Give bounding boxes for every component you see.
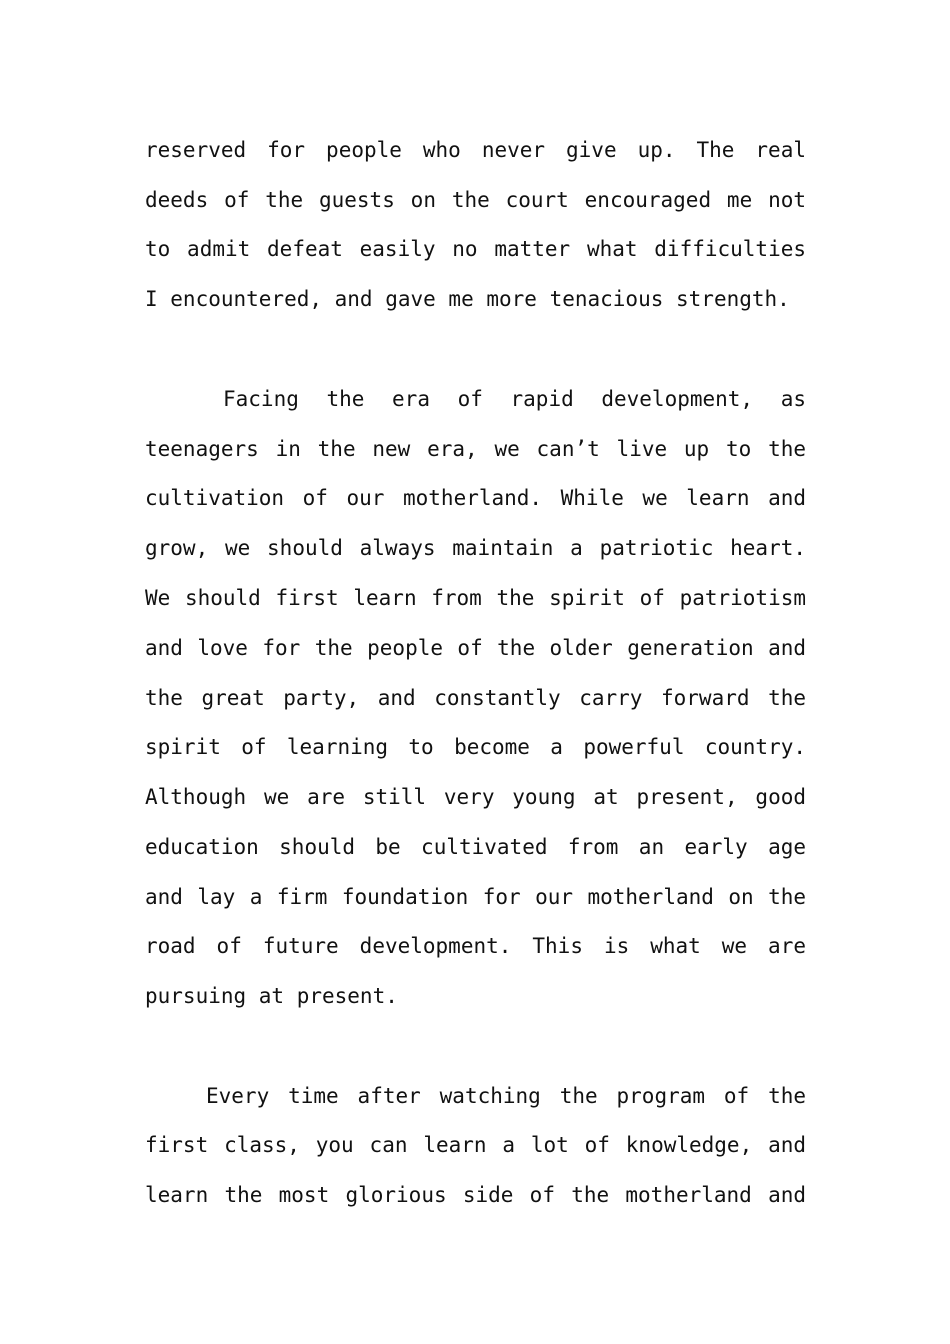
paragraph-line: the great party, and constantly carry forward the: [145, 686, 806, 710]
paragraph-line: We should first learn from the spirit of patriotism: [145, 586, 806, 610]
paragraph-line: road of future development. This is what we are: [145, 934, 806, 958]
paragraph-line: spirit of learning to become a powerful country.: [145, 735, 806, 759]
paragraph-line: teenagers in the new era, we can’t live up to the: [145, 437, 806, 461]
paragraph-line: Every time after watching the program of the: [206, 1084, 806, 1108]
paragraph-line: reserved for people who never give up. The real: [145, 138, 806, 162]
paragraph-line: learn the most glorious side of the motherland and: [145, 1183, 806, 1207]
paragraph-line: to admit defeat easily no matter what difficulties: [145, 237, 806, 261]
paragraph-line: deeds of the guests on the court encouraged me not: [145, 188, 806, 212]
paragraph-line: Although we are still very young at present, good: [145, 785, 806, 809]
paragraph-line: and love for the people of the older generation and: [145, 636, 806, 660]
paragraph-line: pursuing at present.: [145, 984, 398, 1008]
paragraph-line: grow, we should always maintain a patriotic heart.: [145, 536, 806, 560]
paragraph-line: first class, you can learn a lot of knowledge, and: [145, 1133, 806, 1157]
paragraph-line: I encountered, and gave me more tenacious strength.: [145, 287, 790, 311]
paragraph-line: Facing the era of rapid development, as: [223, 387, 806, 411]
paragraph-line: education should be cultivated from an early age: [145, 835, 806, 859]
paragraph-line: cultivation of our motherland. While we learn and: [145, 486, 806, 510]
paragraph-line: and lay a firm foundation for our motherland on the: [145, 885, 806, 909]
